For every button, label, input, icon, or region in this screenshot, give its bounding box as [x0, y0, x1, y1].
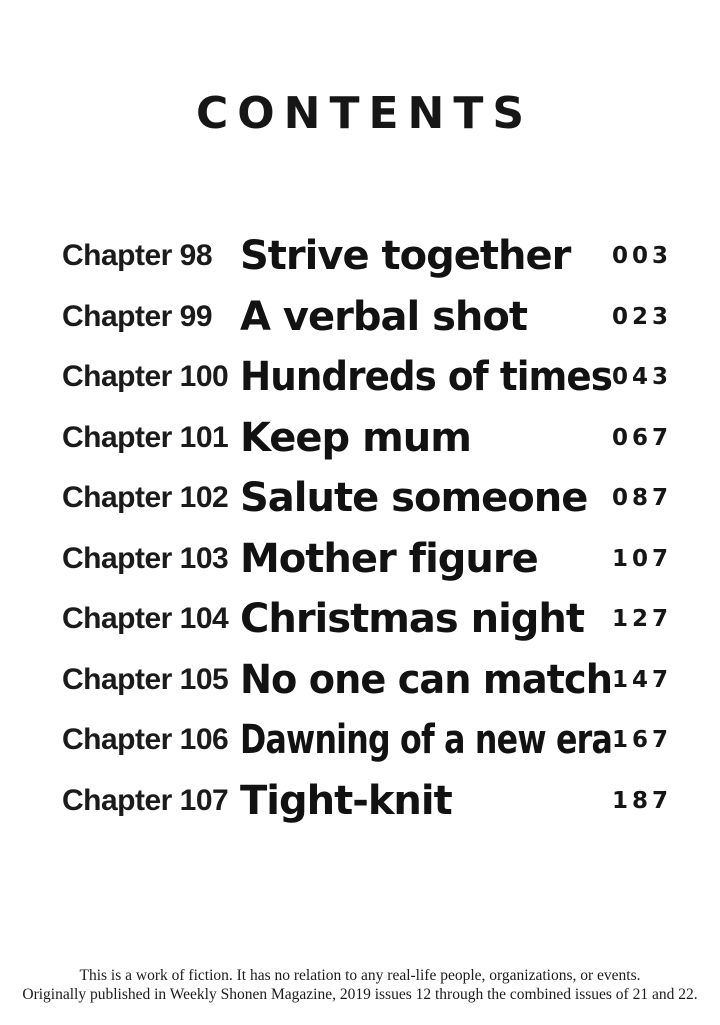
chapter-label: Chapter 101: [62, 420, 229, 454]
chapter-title-text: Mother figure: [240, 535, 538, 582]
chapter-title-text: Tight-knit: [240, 777, 452, 824]
toc-entry: [0, 529, 720, 590]
toc-list: [0, 226, 720, 831]
toc-entry: [0, 771, 720, 832]
disclaimer-line: This is a work of fiction. It has no relation to any real-life people, organizations, or events.: [79, 967, 641, 984]
chapter-title-text: Hundreds of times: [240, 354, 612, 401]
chapter-label: Chapter 107: [62, 783, 229, 817]
chapter-title-text: Dawning of a new era: [240, 717, 612, 764]
page-number: 127: [612, 606, 673, 633]
toc-entry: [0, 589, 720, 650]
chapter-label: Chapter 105: [62, 662, 229, 696]
chapter-label: Chapter 103: [62, 541, 229, 575]
page-number: 023: [612, 303, 673, 330]
chapter-title-text: Salute someone: [240, 475, 588, 522]
chapter-label: Chapter 104: [62, 602, 229, 636]
chapter-title: [240, 233, 612, 279]
chapter-title-text: Strive together: [240, 233, 571, 280]
chapter-title-text: Keep mum: [240, 414, 471, 461]
chapter-title: [240, 536, 612, 582]
chapter-label: Chapter 100: [62, 360, 229, 394]
publication-line: Originally published in Weekly Shonen Magazine, 2019 issues 12 through the combined issues of 21 and 22.: [22, 985, 698, 1003]
page-title: CONTENTS: [195, 88, 534, 139]
page-number: 147: [612, 666, 673, 693]
toc-entry: [0, 347, 720, 408]
chapter-label: Chapter 99: [62, 299, 213, 333]
chapter-title-text: A verbal shot: [240, 293, 527, 340]
chapter-title: [240, 475, 612, 521]
page-number: 043: [612, 364, 673, 391]
chapter-title-text: No one can match: [240, 656, 612, 703]
chapter-title: [240, 657, 612, 703]
footer: [0, 967, 720, 1004]
page-number: 003: [612, 243, 673, 270]
chapter-title: [240, 717, 612, 763]
chapter-title: [240, 354, 612, 400]
toc-entry: [0, 650, 720, 711]
chapter-title: [240, 596, 612, 642]
page-number: 067: [612, 424, 673, 451]
page-number: 087: [612, 485, 673, 512]
page-number: 167: [612, 727, 673, 754]
chapter-label: Chapter 102: [62, 481, 229, 515]
chapter-title: [240, 294, 612, 340]
chapter-title: [240, 415, 612, 461]
toc-entry: [0, 710, 720, 771]
page-number: 107: [612, 545, 673, 572]
chapter-title-text: Christmas night: [240, 596, 585, 643]
chapter-label: Chapter 106: [62, 723, 229, 757]
page-number: 187: [612, 787, 673, 814]
toc-entry: [0, 468, 720, 529]
toc-entry: [0, 226, 720, 287]
toc-entry: [0, 287, 720, 348]
toc-entry: [0, 408, 720, 469]
chapter-label: Chapter 98: [62, 239, 213, 273]
chapter-title: [240, 778, 612, 824]
